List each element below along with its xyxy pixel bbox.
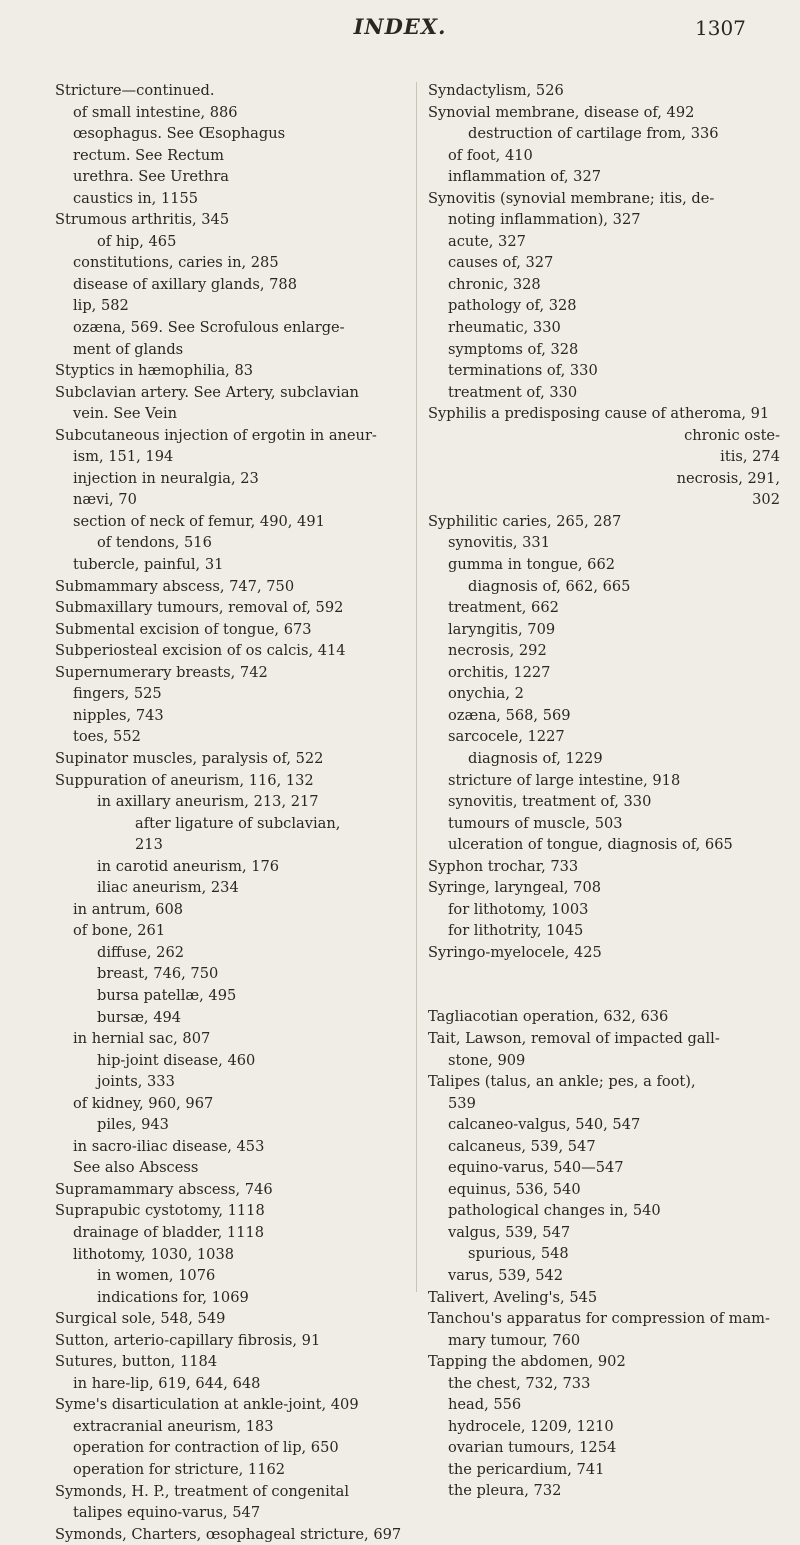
page-header <box>0 14 800 54</box>
index-entry: treatment, 662 <box>448 599 559 617</box>
index-entry: Submental excision of tongue, 673 <box>55 620 312 638</box>
index-entry: symptoms of, 328 <box>448 340 579 358</box>
index-entry: noting inflammation), 327 <box>448 211 641 229</box>
index-entry: Tanchou's apparatus for compression of mam- <box>428 1310 770 1328</box>
index-entry: Syphilis a predisposing cause of atheroma, 91 <box>428 405 770 423</box>
index-entry: ovarian tumours, 1254 <box>448 1439 617 1457</box>
index-entry: Synovitis (synovial membrane; itis, de- <box>428 189 715 207</box>
index-entry: bursæ, 494 <box>97 1008 182 1026</box>
index-entry: Stricture—continued. <box>55 82 215 99</box>
index-entry: tubercle, painful, 31 <box>73 556 224 574</box>
index-entry: piles, 943 <box>97 1116 169 1134</box>
index-entry: lithotomy, 1030, 1038 <box>73 1245 235 1263</box>
index-entry: 302 <box>752 491 780 509</box>
index-entry: Suppuration of aneurism, 116, 132 <box>55 771 314 789</box>
index-entry: 539 <box>448 1094 476 1112</box>
index-entry: tumours of muscle, 503 <box>448 814 623 832</box>
index-entry: Symonds, Charters, œsophageal stricture, 697 <box>55 1525 402 1543</box>
index-entry: ment of glands <box>73 340 184 358</box>
index-entry: talipes equino-varus, 547 <box>73 1504 261 1522</box>
index-entry: in axillary aneurism, 213, 217 <box>97 793 319 811</box>
index-entry: equinus, 536, 540 <box>448 1180 581 1198</box>
index-entry: nævi, 70 <box>73 491 137 509</box>
index-entry: Symonds, H. P., treatment of congenital <box>55 1482 350 1500</box>
index-entry: chronic oste- <box>684 426 780 444</box>
index-entry: of tendons, 516 <box>97 534 212 552</box>
index-entry: valgus, 539, 547 <box>448 1223 571 1241</box>
index-entry: œsophagus. See Œsophagus <box>73 125 286 143</box>
index-entry: ozæna, 568, 569 <box>448 706 571 724</box>
index-entry: of kidney, 960, 967 <box>73 1094 214 1112</box>
index-entry: diffuse, 262 <box>97 943 185 961</box>
index-entry: in carotid aneurism, 176 <box>97 857 280 875</box>
index-entry: of bone, 261 <box>73 922 166 940</box>
index-entry: Subcutaneous injection of ergotin in aneur- <box>55 426 377 444</box>
index-entry: inflammation of, 327 <box>448 168 602 186</box>
index-entry: Tagliacotian operation, 632, 636 <box>428 1008 669 1026</box>
index-entry: rectum. See Rectum <box>73 146 224 164</box>
index-entry: Syphilitic caries, 265, 287 <box>428 512 622 530</box>
index-entry: in antrum, 608 <box>73 900 184 918</box>
index-entry: Submammary abscess, 747, 750 <box>55 577 295 595</box>
index-entry: stone, 909 <box>448 1051 526 1069</box>
index-entry: Surgical sole, 548, 549 <box>55 1310 226 1328</box>
index-entry: ism, 151, 194 <box>73 448 174 466</box>
index-entry: the chest, 732, 733 <box>448 1374 591 1392</box>
index-entry: necrosis, 291, <box>676 469 780 487</box>
index-entry: drainage of bladder, 1118 <box>73 1223 265 1241</box>
index-entry: Supramammary abscess, 746 <box>55 1180 273 1198</box>
index-entry: Syndactylism, 526 <box>428 82 564 99</box>
index-entry: chronic, 328 <box>448 275 541 293</box>
index-entry: extracranial aneurism, 183 <box>73 1417 274 1435</box>
page-title: INDEX. <box>353 14 447 39</box>
index-entry: Talipes (talus, an ankle; pes, a foot), <box>428 1073 696 1091</box>
index-column-right <box>428 80 780 1502</box>
index-entry: terminations of, 330 <box>448 362 598 380</box>
index-entry: spurious, 548 <box>468 1245 569 1263</box>
index-entry: synovitis, treatment of, 330 <box>448 793 652 811</box>
index-entry: gumma in tongue, 662 <box>448 556 616 574</box>
index-entry: urethra. See Urethra <box>73 168 229 186</box>
index-entry: varus, 539, 542 <box>448 1266 564 1284</box>
index-entry: calcaneus, 539, 547 <box>448 1137 596 1155</box>
index-column-left <box>55 80 405 1545</box>
index-entry: rheumatic, 330 <box>448 319 561 337</box>
index-entry: stricture of large intestine, 918 <box>448 771 681 789</box>
index-entry: disease of axillary glands, 788 <box>73 275 297 293</box>
index-entry: laryngitis, 709 <box>448 620 556 638</box>
index-entry: in hernial sac, 807 <box>73 1030 211 1048</box>
index-entry: head, 556 <box>448 1396 522 1414</box>
index-entry: Supernumerary breasts, 742 <box>55 663 268 681</box>
index-entry: of foot, 410 <box>448 146 533 164</box>
index-entry: Supinator muscles, paralysis of, 522 <box>55 749 324 767</box>
index-entry: Synovial membrane, disease of, 492 <box>428 103 695 121</box>
index-entry: sarcocele, 1227 <box>448 728 565 746</box>
index-entry: destruction of cartilage from, 336 <box>468 125 719 143</box>
index-entry: orchitis, 1227 <box>448 663 551 681</box>
index-entry: in women, 1076 <box>97 1267 216 1285</box>
index-entry: indications for, 1069 <box>97 1288 249 1306</box>
index-entry: Tapping the abdomen, 902 <box>428 1353 626 1371</box>
index-entry: Strumous arthritis, 345 <box>55 211 230 229</box>
index-entry <box>428 963 780 1006</box>
index-entry: bursa patellæ, 495 <box>97 986 237 1004</box>
index-entry: Sutton, arterio-capillary fibrosis, 91 <box>55 1331 321 1349</box>
index-entry: joints, 333 <box>97 1073 175 1091</box>
index-entry: Syme's disarticulation at ankle-joint, 409 <box>55 1396 359 1414</box>
index-entry: lip, 582 <box>73 297 129 315</box>
index-entry: causes of, 327 <box>448 254 554 272</box>
index-entry: Subperiosteal excision of os calcis, 414 <box>55 642 346 660</box>
index-entry: Syringo-myelocele, 425 <box>428 943 602 961</box>
index-entry: section of neck of femur, 490, 491 <box>73 512 325 530</box>
index-entry: caustics in, 1155 <box>73 189 199 207</box>
index-entry: pathology of, 328 <box>448 297 577 315</box>
column-divider <box>416 82 417 1292</box>
index-entry: vein. See Vein <box>73 405 178 423</box>
index-entry: Styptics in hæmophilia, 83 <box>55 362 254 380</box>
index-entry: after ligature of subclavian, <box>135 814 341 832</box>
index-entry: Subclavian artery. See Artery, subclavian <box>55 383 359 401</box>
page-number: 1307 <box>695 16 746 40</box>
index-entry: equino-varus, 540—547 <box>448 1159 624 1177</box>
index-entry: Syphon trochar, 733 <box>428 857 579 875</box>
index-entry: injection in neuralgia, 23 <box>73 469 259 487</box>
index-entry: Suprapubic cystotomy, 1118 <box>55 1202 265 1220</box>
index-entry: the pleura, 732 <box>448 1482 562 1500</box>
index-entry: for lithotomy, 1003 <box>448 900 589 918</box>
index-entry: onychia, 2 <box>448 685 524 703</box>
index-entry: hip-joint disease, 460 <box>97 1051 256 1069</box>
index-entry: in hare-lip, 619, 644, 648 <box>73 1374 261 1392</box>
index-entry: itis, 274 <box>720 448 780 466</box>
index-entry: ozæna, 569. See Scrofulous enlarge- <box>73 319 345 337</box>
index-entry: ulceration of tongue, diagnosis of, 665 <box>448 836 733 854</box>
index-entry: Tait, Lawson, removal of impacted gall- <box>428 1029 720 1047</box>
index-entry: operation for stricture, 1162 <box>73 1461 286 1478</box>
index-entry: Sutures, button, 1184 <box>55 1353 218 1371</box>
index-entry: fingers, 525 <box>73 685 162 703</box>
index-entry: breast, 746, 750 <box>97 965 219 983</box>
index-entry: toes, 552 <box>73 728 141 746</box>
index-entry: 213 <box>135 836 163 854</box>
index-entry: of hip, 465 <box>97 232 177 250</box>
index-entry: diagnosis of, 1229 <box>468 749 603 767</box>
index-entry: operation for contraction of lip, 650 <box>73 1439 339 1457</box>
index-entry: acute, 327 <box>448 232 526 250</box>
index-entry: Submaxillary tumours, removal of, 592 <box>55 599 344 617</box>
index-entry: necrosis, 292 <box>448 642 547 660</box>
index-entry: the pericardium, 741 <box>448 1460 605 1478</box>
index-entry: constitutions, caries in, 285 <box>73 254 279 272</box>
index-entry: nipples, 743 <box>73 706 164 724</box>
index-entry: mary tumour, 760 <box>448 1331 581 1349</box>
index-entry: Syringe, laryngeal, 708 <box>428 879 602 897</box>
index-entry: calcaneo-valgus, 540, 547 <box>448 1116 641 1134</box>
index-entry: iliac aneurism, 234 <box>97 879 239 897</box>
index-entry: hydrocele, 1209, 1210 <box>448 1417 614 1435</box>
index-entry: Talivert, Aveling's, 545 <box>428 1288 598 1306</box>
index-entry: See also Abscess <box>73 1159 199 1177</box>
index-entry: treatment of, 330 <box>448 383 578 401</box>
index-entry: of small intestine, 886 <box>73 103 238 121</box>
index-entry: in sacro-iliac disease, 453 <box>73 1137 265 1155</box>
index-entry: synovitis, 331 <box>448 534 550 552</box>
index-entry: pathological changes in, 540 <box>448 1202 661 1220</box>
index-entry: for lithotrity, 1045 <box>448 922 584 940</box>
index-entry: diagnosis of, 662, 665 <box>468 577 631 595</box>
